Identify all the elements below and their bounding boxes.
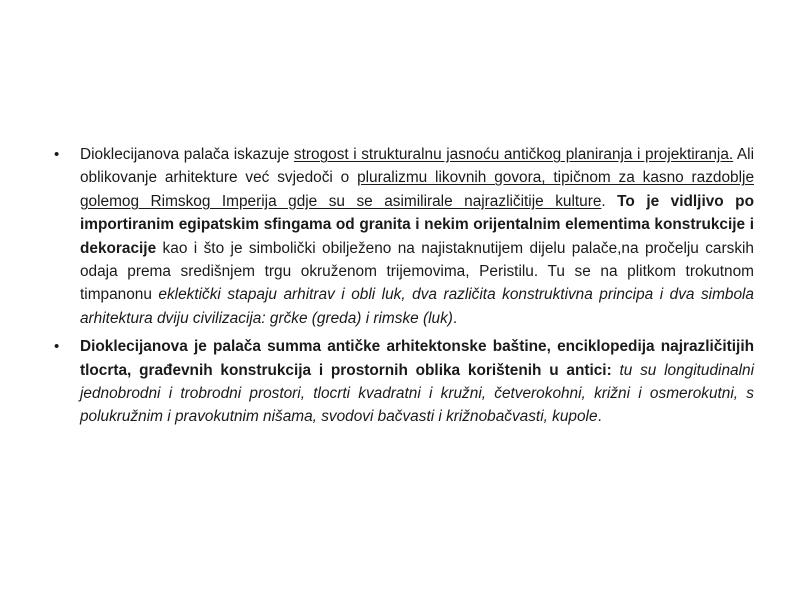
underlined-phrase: pluralizmu likovnih govora, tipičnom za kasno razdoblje golemog Rimskog Imperija gdje su se asimilirale najrazličitije kulture [80,169,755,210]
text-run: Dioklecijanova palača iskazuje [80,146,294,163]
underlined-phrase: strogost i strukturalnu jasnoću antičkog planiranja i projektiranja. [293,146,734,163]
text-run: Ali oblikovanje arhitekture već svjedoči o [80,146,755,187]
text-run: . [597,408,602,426]
bullet-item-1 [54,143,754,330]
italic-phrase: eklektički stapaju arhitrav i obli luk, dva različita konstruktivna principa i dva simbola arhitektura dviju civilizacija: grčke (greda) i rimske (luk) [80,286,754,327]
bullet-dot-icon: • [54,146,60,163]
text-run: . [601,192,618,210]
bullet-dot-icon: • [54,338,60,356]
bold-phrase: Dioklecijanova je palača summa antičke arhitektonske baštine, enciklopedija najrazličitijih tlocrta, građevnih konstrukcija i prostornih oblika korištenih u antici: [80,338,754,379]
bullet-list [54,143,754,434]
text-run: kao i što je simbolički obilježeno na najistaknutijem dijelu palače,na pročelju carskih odaja prema središnjem trgu okruženom trijemovima, Peristilu. Tu se na plitkom trokutnom timpanonu [80,239,754,304]
bullet-item-2 [54,335,754,429]
italic-phrase: tu su longitudinalni jednobrodni i trobrodni prostori, tlocrti kvadratni i kružni, četverokohni, križni i osmerokutni, s polukružnim i pravokutnim nišama, svodovi bačvasti i križnobačvasti, kupole [80,361,754,426]
bold-phrase: To je vidljivo po importiranim egipatskim sfingama od granita i nekim orijentalnim elementima konstrukcije i dekoracije [80,192,754,257]
text-run: . [452,309,458,327]
